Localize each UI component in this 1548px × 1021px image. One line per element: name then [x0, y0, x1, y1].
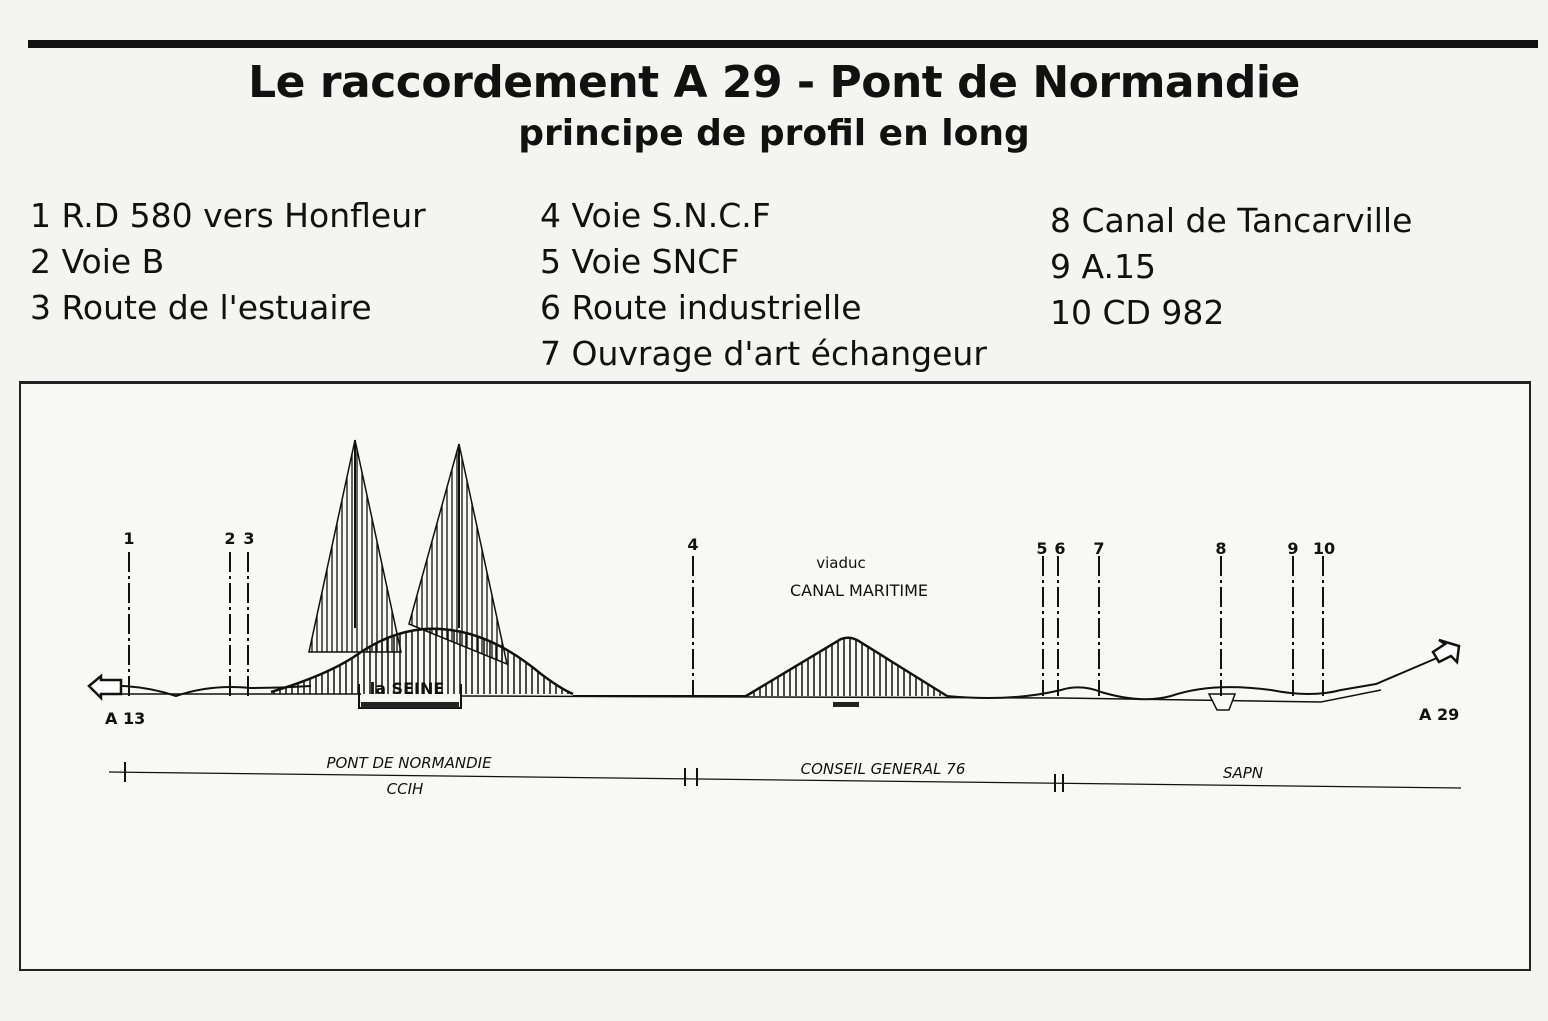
segment-3-label: SAPN [1222, 764, 1264, 782]
legend-item: 10 CD 982 [1050, 293, 1225, 332]
marker-label-2: 2 [224, 529, 236, 548]
legend-item: 7 Ouvrage d'art échangeur [540, 334, 987, 373]
legend-item: 3 Route de l'estuaire [30, 288, 372, 327]
marker-label-9: 9 [1287, 539, 1299, 558]
marker-label-5: 5 [1036, 539, 1048, 558]
canal-label: CANAL MARITIME [789, 581, 929, 600]
right-end-arrow-icon [1433, 640, 1459, 662]
marker-label-7: 7 [1093, 539, 1105, 558]
marker-lines [129, 552, 1323, 696]
viaduct-label: viaduc [816, 554, 866, 572]
legend-item: 6 Route industrielle [540, 288, 862, 327]
segment-2-label: CONSEIL GENERAL 76 [800, 760, 966, 778]
right-end-label: A 29 [1419, 705, 1460, 724]
page-title: Le raccordement A 29 - Pont de Normandie [248, 57, 1300, 108]
legend-item: 9 A.15 [1050, 247, 1156, 286]
legend-column-2 [540, 193, 987, 377]
viaduct-hatch [746, 638, 947, 696]
segment-1-sublabel: CCIH [386, 780, 424, 798]
left-end-arrow-icon [89, 676, 121, 698]
top-rule [28, 40, 1538, 48]
river-bed-fill [361, 702, 459, 708]
legend-item: 2 Voie B [30, 242, 165, 281]
marker-label-4: 4 [687, 535, 699, 554]
profile-diagram [21, 384, 1529, 970]
canal-bed-fill [833, 702, 859, 707]
marker-label-10: 10 [1312, 539, 1336, 558]
marker-label-8: 8 [1215, 539, 1227, 558]
marker-label-3: 3 [243, 529, 255, 548]
page-subtitle: principe de profil en long [518, 113, 1030, 154]
river-label: la SEINE [369, 679, 445, 698]
profile-diagram-frame [19, 381, 1531, 971]
marker-label-1: 1 [123, 529, 135, 548]
canal-tancarville-notch [1209, 694, 1235, 710]
left-end-label: A 13 [105, 709, 146, 728]
segment-1-label: PONT DE NORMANDIE [326, 754, 492, 772]
legend-column-3 [1050, 198, 1412, 336]
legend-item: 4 Voie S.N.C.F [540, 196, 771, 235]
legend-item: 8 Canal de Tancarville [1050, 201, 1413, 240]
legend-column-1 [30, 193, 426, 331]
marker-label-6: 6 [1054, 539, 1066, 558]
legend-item: 5 Voie SNCF [540, 242, 740, 281]
legend-item: 1 R.D 580 vers Honfleur [30, 196, 426, 235]
